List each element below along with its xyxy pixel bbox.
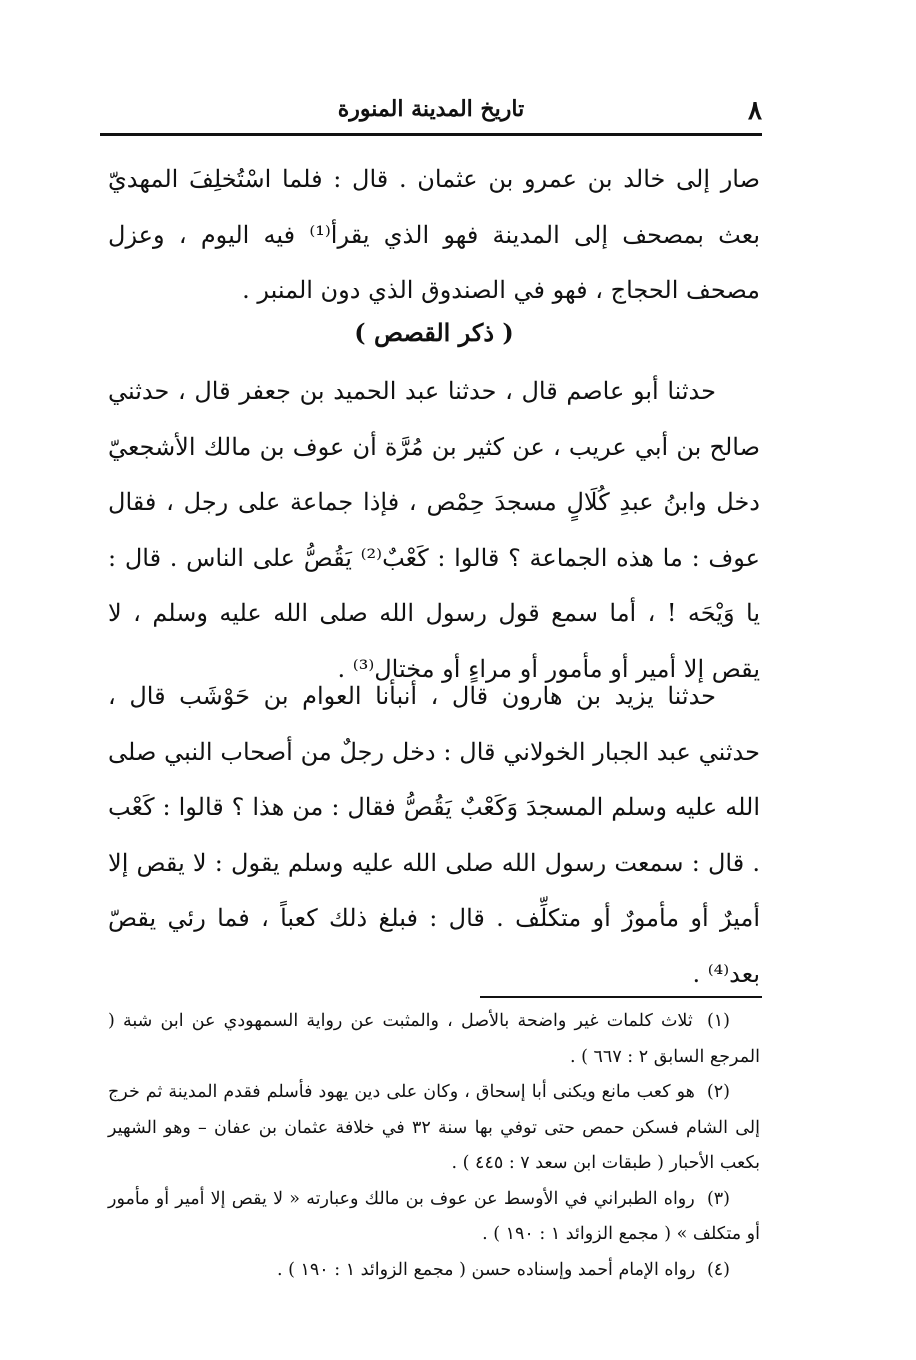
footnote-rule <box>480 996 762 998</box>
opening-paragraph-block <box>108 152 760 319</box>
footnote-text: ثلاث كلمات غير واضحة بالأصل ، والمثبت عن رواية السمهودي عن ابن شبة ( المرجع السابق ٢ : ٦٦٧ ) . <box>108 1011 760 1067</box>
paragraph: صار إلى خالد بن عمرو بن عثمان . قال : فلما اسْتُخلِفَ المهديّ بعث بمصحف إلى المدينة فهو الذي يقرأ⁽¹⁾ فيه اليوم ، وعزل مصحف الحجاج ، فهو في الصندوق الذي دون المنبر . <box>108 165 761 304</box>
footnote-text: رواه الطبراني في الأوسط عن عوف بن مالك وعبارته « لا يقص إلا أمير أو مأمور أو متكلف » ( مجمع الزوائد ١ : ١٩٠ ) . <box>108 1188 760 1244</box>
page-header <box>100 92 762 132</box>
footnote-marker: (٣) <box>706 1188 730 1209</box>
paragraph: حدثنا يزيد بن هارون قال ، أنبأنا العوام بن حَوْشَب قال ، حدثني عبد الجبار الخولاني قال : دخل رجلٌ من أصحاب النبي صلى الله عليه وسلم المسجدَ وَكَعْبٌ يَقُصُّ فقال : من هذا ؟ قالوا : كَعْب . قال : سمعت رسول الله صلى الله عليه وسلم يقول : لا يقص إلا أميرٌ أو مأمورٌ أو متكلِّف . قال : فبلغ ذلك كعباً ، فما رئي يقصّ بعد⁽⁴⁾ . <box>108 682 760 988</box>
footnote-3 <box>108 1182 760 1253</box>
footnote-marker: (١) <box>706 1011 730 1031</box>
footnotes <box>108 1004 760 1288</box>
header-rule <box>100 133 762 136</box>
footnote-marker: (٢) <box>706 1082 730 1102</box>
footnote-4 <box>108 1253 760 1289</box>
footnote-marker: (٤) <box>706 1259 730 1280</box>
footnote-1 <box>108 1004 760 1075</box>
paragraph: حدثنا أبو عاصم قال ، حدثنا عبد الحميد بن جعفر قال ، حدثني صالح بن أبي عريب ، عن كثير بن مُرَّة أن عوف بن مالك الأشجعيّ دخل وابنُ عبدِ كُلَالٍ مسجدَ حِمْص ، فإذا جماعة على رجل ، فقال عوف : ما هذه الجماعة ؟ قالوا : كَعْبٌ⁽²⁾ يَقُصُّ على الناس . قال : يا وَيْحَه ! ، أما سمع قول رسول الله صلى الله عليه وسلم ، لا يقص إلا أمير أو مأمور أو مراءٍ أو مختال⁽³⁾ . <box>108 377 760 683</box>
running-title: تاريخ المدينة المنورة <box>337 96 525 122</box>
footnote-text: هو كعب مانع ويكنى أبا إسحاق ، وكان على دين يهود فأسلم فقدم المدينة ثم خرج إلى الشام فسكن حمص حتى توفي بها سنة ٣٢ في خلافة عثمان بن عفان – وهو الشهير بكعب الأحبار ( طبقات ابن سعد ٧ : ٤٤٥ ) . <box>108 1082 760 1173</box>
section-heading: ( ذكر القصص ) <box>354 318 514 347</box>
page-number: ٨ <box>748 96 762 126</box>
footnote-2 <box>108 1075 760 1182</box>
section-paragraph-2-block <box>108 669 760 1002</box>
footnote-text: رواه الإمام أحمد وإسناده حسن ( مجمع الزوائد ١ : ١٩٠ ) . <box>276 1259 696 1280</box>
section-paragraph-1-block <box>108 364 760 697</box>
